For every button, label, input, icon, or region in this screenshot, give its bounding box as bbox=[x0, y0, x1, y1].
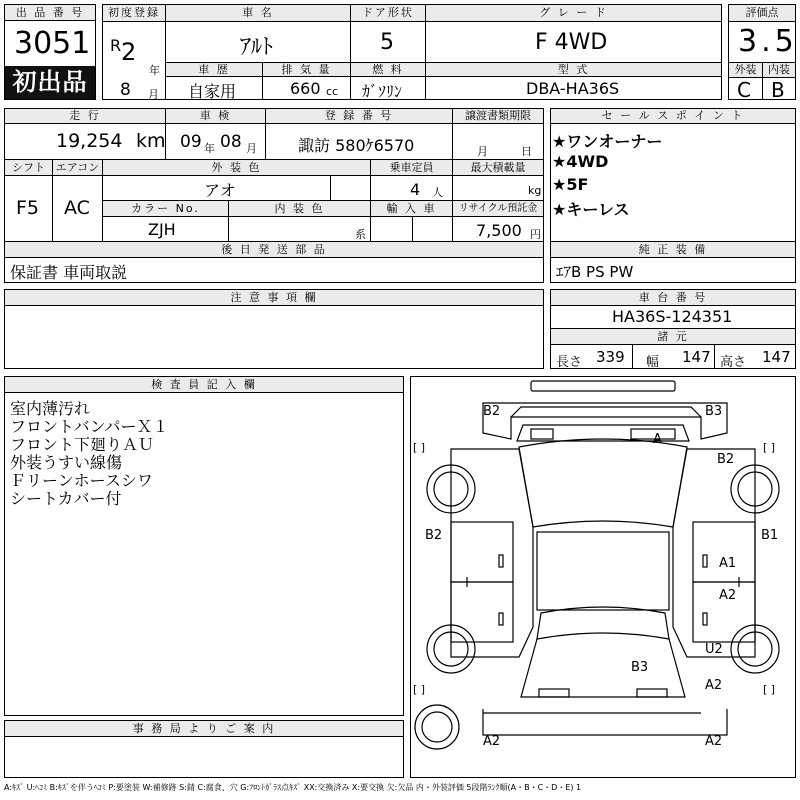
car-name: ｱﾙﾄ bbox=[240, 35, 274, 60]
diagram-mark-bl: A2 bbox=[483, 734, 501, 749]
legend: A:ｷｽﾞ U:ﾍｺﾐ B:ｷｽﾞを伴うﾍｺﾐ P:要塗装 W:補修跡 S:錆 C:腐食、穴 G:ﾌﾛﾝﾄｶﾞﾗｽ点ｷｽﾞ XX:交換済み X:要交換 欠:欠品 内・外装評価 5段階ﾗﾝｸ順(A・B・C・D・E) 1 bbox=[4, 783, 582, 792]
ac-label: エアコン bbox=[52, 159, 103, 176]
inspector-label: 検 査 員 記 入 欄 bbox=[4, 376, 404, 393]
reg-number: 諏訪 580ｹ6570 bbox=[298, 136, 415, 155]
car-diagram-svg bbox=[411, 377, 795, 777]
later-parts: 保証書 車両取説 bbox=[10, 263, 128, 282]
notes-label: 注 意 事 項 欄 bbox=[4, 289, 544, 306]
inspection-month-unit: 月 bbox=[246, 142, 257, 155]
color-no: ZJH bbox=[148, 220, 176, 239]
color-label: 外 装 色 bbox=[102, 159, 371, 176]
inspection-label: 車 検 bbox=[165, 108, 266, 124]
inspector-note: シートカバー付 bbox=[10, 489, 122, 508]
history: 自家用 bbox=[188, 82, 237, 101]
diagram-mark-tr: B3 bbox=[705, 404, 723, 419]
color-no-label: カラー No. bbox=[102, 200, 229, 217]
ext-score: C bbox=[737, 78, 751, 102]
transfer-day-unit: 日 bbox=[521, 145, 532, 158]
reg-month: 8 bbox=[120, 80, 131, 100]
doors: 5 bbox=[380, 30, 394, 55]
car-name-label: 車 名 bbox=[165, 4, 351, 22]
diagram-bracket: [ ] bbox=[413, 441, 426, 454]
diagram-mark-r3: U2 bbox=[705, 642, 723, 657]
month-unit: 月 bbox=[148, 88, 159, 101]
height-label: 高さ bbox=[720, 355, 747, 370]
width-label: 幅 bbox=[646, 355, 660, 370]
car-diagram bbox=[410, 376, 796, 778]
import-label: 輸 入 車 bbox=[370, 200, 453, 217]
diagram-bracket: [ ] bbox=[763, 683, 776, 696]
diagram-mark-right-front: B2 bbox=[717, 452, 735, 467]
inspector-note: 室内薄汚れ bbox=[10, 399, 91, 418]
diagram-mark-br: A2 bbox=[705, 734, 723, 749]
transfer-doc-label: 譲渡書類期限 bbox=[452, 108, 544, 124]
ext-score-label: 外装 bbox=[728, 62, 763, 78]
diagram-mark-front: A bbox=[653, 432, 662, 447]
fuel: ｶﾞｿﾘﾝ bbox=[362, 82, 403, 101]
width: 147 bbox=[682, 348, 711, 366]
capacity-unit: 人 bbox=[432, 186, 443, 199]
displacement-label: 排 気 量 bbox=[262, 62, 351, 77]
score: 3.5 bbox=[738, 24, 798, 59]
model: DBA-HA36S bbox=[526, 79, 620, 98]
inspection-year-unit: 年 bbox=[204, 142, 215, 155]
year-unit: 年 bbox=[149, 64, 160, 77]
diagram-mark-r4: A2 bbox=[705, 678, 723, 693]
diagram-mark-tl: B2 bbox=[483, 404, 501, 419]
interior-color-label: 内 装 色 bbox=[228, 200, 371, 217]
inspection-month: 08 bbox=[220, 132, 242, 152]
diagram-mark-rear-roof: B3 bbox=[631, 660, 649, 675]
shift: F5 bbox=[16, 197, 40, 219]
interior-color-suffix: 系 bbox=[355, 228, 366, 241]
equipment: ｴｱB PS PW bbox=[556, 263, 634, 281]
color: アオ bbox=[204, 181, 236, 200]
transfer-month-unit: 月 bbox=[477, 145, 488, 158]
diagram-mark-right-mid: B1 bbox=[761, 528, 779, 543]
chassis-label: 車 台 番 号 bbox=[550, 289, 796, 306]
sales-point: ★4WD bbox=[552, 152, 609, 171]
reg-year: 2 bbox=[121, 38, 137, 66]
sales-point: ★5F bbox=[552, 175, 589, 194]
diagram-bracket: [ ] bbox=[413, 683, 426, 696]
int-score: B bbox=[771, 78, 785, 102]
load-unit: kg bbox=[528, 184, 542, 197]
capacity: 4 bbox=[410, 180, 421, 199]
diagram-mark-r1: A1 bbox=[719, 556, 737, 571]
displacement-unit: cc bbox=[326, 85, 339, 98]
inspector-note: 外装うすい線傷 bbox=[10, 453, 123, 472]
grade-label: グ レ ー ド bbox=[425, 4, 722, 22]
load-label: 最大積載量 bbox=[452, 159, 544, 176]
diagram-bracket: [ ] bbox=[763, 441, 776, 454]
capacity-label: 乗車定員 bbox=[370, 159, 453, 176]
inspector-note: Ｆリーンホースシワ bbox=[10, 471, 153, 490]
first-reg-label: 初度登録 bbox=[102, 4, 166, 22]
sales-point: ★キーレス bbox=[552, 200, 630, 219]
sales-points-label: セ ー ル ス ポ イ ン ト bbox=[550, 108, 796, 124]
score-label: 評価点 bbox=[728, 4, 796, 22]
history-label: 車 歴 bbox=[165, 62, 263, 77]
grade: F 4WD bbox=[535, 30, 608, 55]
door-label: ドア形状 bbox=[350, 4, 426, 22]
later-parts-label: 後 日 発 送 部 品 bbox=[4, 241, 544, 258]
inspector-note: フロント下廻りＡＵ bbox=[10, 435, 155, 454]
chassis-number: HA36S-124351 bbox=[612, 307, 733, 326]
displacement: 660 bbox=[290, 79, 321, 98]
equipment-label: 純 正 装 備 bbox=[550, 241, 796, 258]
recycle-unit: 円 bbox=[530, 228, 541, 241]
diagram-mark-r2: A2 bbox=[719, 588, 737, 603]
mileage-unit: km bbox=[136, 130, 166, 152]
lot-number-label: 出 品 番 号 bbox=[4, 4, 96, 21]
office-label: 事 務 局 よ り ご 案 内 bbox=[4, 720, 404, 737]
reg-number-label: 登 録 番 号 bbox=[265, 108, 453, 124]
inspection-year: 09 bbox=[180, 132, 202, 152]
mileage: 19,254 bbox=[56, 130, 123, 152]
mileage-label: 走 行 bbox=[4, 108, 166, 124]
fuel-label: 燃 料 bbox=[350, 62, 426, 77]
diagram-mark-left-mid: B2 bbox=[425, 528, 443, 543]
height: 147 bbox=[762, 348, 791, 366]
era: R bbox=[110, 36, 122, 55]
recycle-fee: 7,500 bbox=[476, 221, 522, 240]
recycle-label: リサイクル預託金 bbox=[452, 200, 544, 217]
spec-label: 諸 元 bbox=[550, 328, 796, 345]
shift-label: シフト bbox=[4, 159, 53, 176]
model-label: 型 式 bbox=[425, 62, 722, 77]
sales-point: ★ワンオーナー bbox=[552, 132, 663, 151]
length-label: 長さ bbox=[556, 355, 583, 370]
inspector-note: フロントバンパーＸ１ bbox=[10, 417, 169, 436]
length: 339 bbox=[596, 348, 625, 366]
int-score-label: 内装 bbox=[762, 62, 796, 78]
ac: AC bbox=[64, 197, 90, 219]
lot-number: 3051 bbox=[14, 26, 91, 61]
first-listing-badge: 初出品 bbox=[5, 66, 95, 99]
